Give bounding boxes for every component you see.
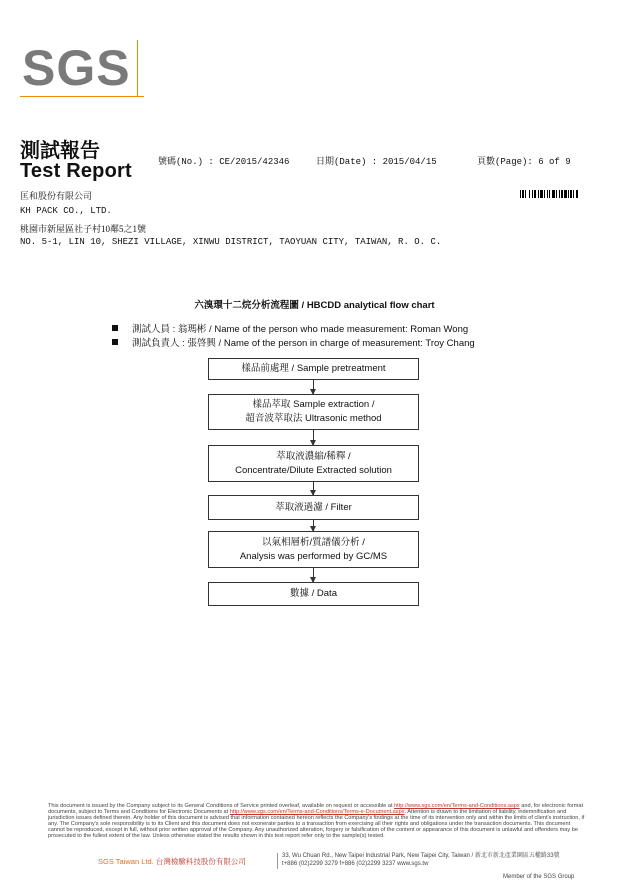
flow-step-text: 超音波萃取法 Ultrasonic method [245,413,382,424]
disclaimer-text: . Attention is drawn to the limitation of liability, indemnification and jurisdiction issues defined therein. Any holder of this document is advised that information contained hereon reflects the Company's findings at the time of its intervention only and within the limits of client's instruction, if any. The Company's sole responsibility is to its Client and this document does not exonerate parties to a transaction from exercising all their rights and obligations under the transaction documents. This document cannot be reproduced, except in full, without prior written approval of the Company. Any unauthorized alteration, forgery or falsification of the content or appearance of this document is unlawful and offenders may be prosecuted to the fullest extent of the law. Unless otherwise stated the results shown in this test report refer only to the sample(s) tested. [48,809,585,840]
client-address-chinese: 桃園市新屋區社子村10鄰5之1號 [20,224,147,234]
barcode-bar [534,190,536,198]
barcode-bar [556,190,557,198]
footer-address-line: 33, Wu Chuan Rd., New Taipei Industrial Park, New Taipei City, Taiwan / 新北市新北產業園區五權路33號 [282,853,560,859]
flow-step-text: Concentrate/Dilute Extracted solution [235,464,392,476]
flow-step-text: 萃取液濃縮/稀釋 / [276,450,351,462]
flow-step-text: 數據 / Data [290,588,337,599]
barcode-bar [576,190,578,198]
flow-chart-title: 六溴環十二烷分析流程圖 / HBCDD analytical flow chart [194,300,435,311]
barcode-bar [544,190,545,198]
barcode-bar [561,190,563,198]
flow-step-text: 樣品萃取 Sample extraction / [252,399,375,410]
flow-step-text: 樣品前處理 / Sample pretreatment [241,363,386,374]
sgs-group-membership: Member of the SGS Group [503,874,575,880]
flow-step-gc-ms-analysis [208,531,419,568]
flow-step-text: 以氣相層析/質譜儀分析 / [262,536,365,548]
flow-arrow [313,568,314,582]
terms-link[interactable]: http://www.sgs.com/en/Terms-and-Conditions.aspx [394,803,520,809]
footer-divider [277,853,278,869]
barcode-bar [573,190,574,198]
logo-orange-vertical-line [137,40,138,96]
disclaimer-text: and, for electronic format documents, subject to Terms and Conditions for Electronic Documents at [48,803,584,816]
bullet-square-icon [112,339,118,345]
flow-arrow [313,380,314,394]
footer-company-chinese: 台灣檢驗科技股份有限公司 [155,857,246,866]
flow-arrow [313,482,314,495]
measurement-person [112,321,468,335]
e-document-terms-link[interactable]: http://www.sgs.com/en/Terms-and-Conditions/Terms-e-Document.aspx [229,809,405,816]
barcode-bar [540,190,543,198]
barcode-bar [559,190,560,198]
barcode-bar [522,190,524,198]
report-title-chinese: 測試報告 [20,140,100,162]
barcode-bar [520,190,521,198]
barcode-bar [532,190,533,198]
footer-address [282,853,560,868]
measurement-person-text: 測試人員 : 翁瑪彬 / Name of the person who made measurement: Roman Wong [132,324,469,335]
page-indicator: 頁數(Page): 6 of 9 [477,157,571,167]
flow-step-concentrate-dilute [208,445,419,482]
barcode-bar [538,190,539,198]
flow-step-text: 萃取液過濾 / Filter [275,501,352,513]
client-name-english: KH PACK CO., LTD. [20,206,112,216]
disclaimer-text: This document is issued by the Company subject to its General Conditions of Service printed overleaf, available on request or accessible at [48,803,395,809]
flow-step-sample-pretreatment [208,358,419,380]
legal-disclaimer [48,803,588,840]
flow-step-sample-extraction [208,394,419,430]
logo-orange-horizontal-line [20,96,144,97]
barcode-bar [568,190,569,198]
flow-step-text: Analysis was performed by GC/MS [239,550,388,562]
sgs-logo [20,38,150,98]
flow-arrow [313,520,314,531]
person-in-charge-text: 測試負責人 : 張啓興 / Name of the person in charge of measurement: Troy Chang [132,338,475,349]
flow-step-filter [208,495,419,520]
barcode-bar [570,190,572,198]
client-address-english: NO. 5-1, LIN 10, SHEZI VILLAGE, XINWU DISTRICT, TAOYUAN CITY, TAIWAN, R. O. C. [20,237,442,247]
barcode-bar [547,190,548,198]
client-name-chinese: 匡和股份有限公司 [20,191,93,201]
bullet-square-icon [112,325,118,331]
barcode-image [520,190,610,198]
report-number: 號碼(No.) : CE/2015/42346 [158,157,290,167]
footer-contact-line: t+886 (02)2299 3279 f+886 (02)2299 3237 www.sgs.tw [282,860,429,867]
report-date: 日期(Date) : 2015/04/15 [316,157,437,167]
flow-arrow [313,430,314,445]
report-title-english: Test Report [20,160,132,182]
flow-step-data [208,582,419,606]
logo-text: SGS [22,40,131,96]
barcode-bar [529,190,530,198]
barcode-bar [564,190,567,198]
footer-company-english: SGS Taiwan Ltd. [98,857,154,866]
barcode-bar [549,190,550,198]
person-in-charge [112,335,475,349]
footer-company [98,856,246,867]
barcode-bar [552,190,555,198]
barcode-bar [525,190,526,198]
